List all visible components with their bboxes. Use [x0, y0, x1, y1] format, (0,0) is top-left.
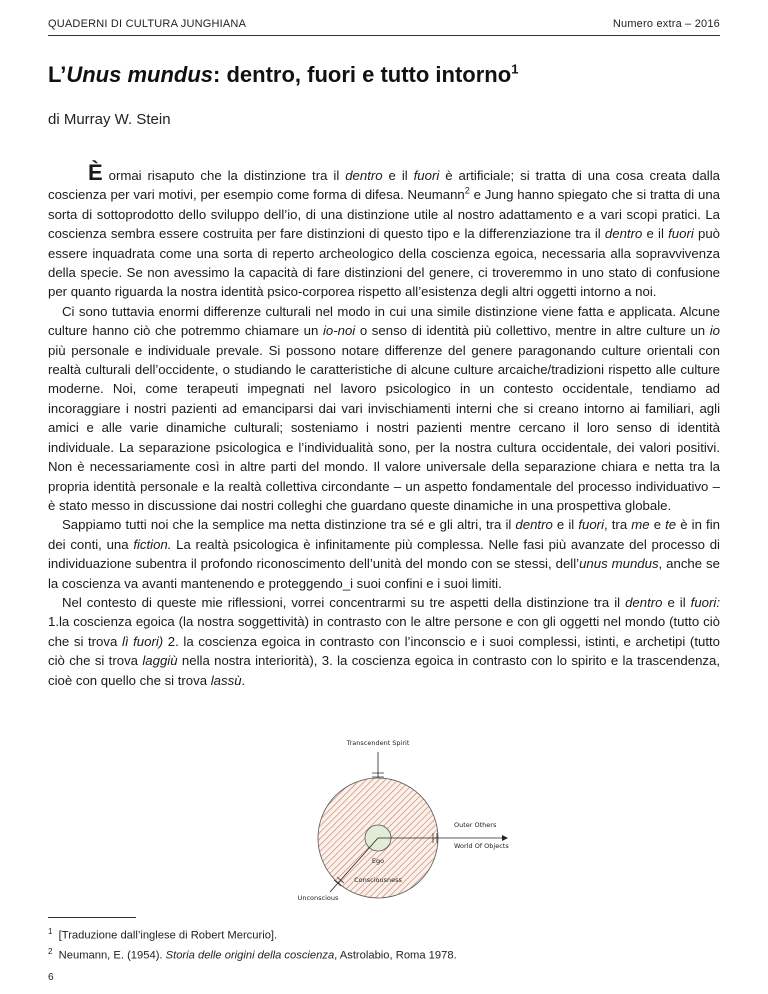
label-world-of-objects: World Of Objects	[454, 842, 509, 850]
text-run: o senso di identità più collettivo, mentre in altre culture un	[355, 323, 710, 339]
italic-run: fiction.	[133, 536, 172, 552]
text-run: e il	[642, 226, 669, 242]
label-ego: Ego	[371, 857, 385, 865]
italic-run: fuori	[578, 517, 604, 533]
italic-run: dentro	[604, 226, 643, 242]
footnote-number: 1	[48, 927, 53, 936]
footnote-text: , Astrolabio, Roma 1978.	[334, 949, 457, 962]
label-transcendent-spirit: Transcendent Spirit	[346, 739, 410, 747]
italic-run: fuori	[668, 226, 694, 242]
title-rest: : dentro, fuori e tutto intorno	[213, 62, 512, 87]
title-prefix: L’	[48, 62, 67, 87]
italic-run: dentro	[345, 168, 383, 183]
text-run: 2. la coscienza egoica in contrasto con l’inconscio e i suoi complessi, istinti, e archetipi (tutto ciò che si trova	[48, 633, 720, 669]
label-outer-others: Outer Others	[454, 821, 497, 829]
author-line: di Murray W. Stein	[48, 111, 171, 128]
text-run: ormai risaputo che la distinzione tra il	[102, 168, 346, 183]
text-run: è in fin dei conti, una	[48, 517, 720, 552]
italic-run: fuori:	[690, 594, 720, 610]
journal-name: QUADERNI DI CULTURA JUNGHIANA	[48, 18, 247, 30]
text-run: e il	[382, 168, 414, 183]
drop-cap: È	[88, 160, 103, 185]
footnote-2	[48, 944, 720, 964]
footnote-number: 2	[48, 946, 53, 956]
footnote-ref: 2	[464, 186, 470, 197]
footnotes	[48, 917, 720, 963]
italic-run: unus mundus	[579, 556, 659, 572]
arrowhead-icon	[502, 835, 508, 841]
text-run: è artificiale; si tratta di una cosa creata dalla coscienza per vari motivi, per esempio come forma di difesa. Neumann	[48, 168, 720, 203]
text-run: nella nostra interiorità), 3. la coscienza egoica in contrasto con lo spirito e la trascendenza, cioè con quello che si trova	[48, 653, 720, 688]
italic-run: fuori	[413, 168, 440, 183]
text-run: Sappiamo tutti noi che la semplice ma netta distinzione tra sé e gli altri, tra il	[62, 517, 516, 533]
footnote-rule	[48, 917, 136, 918]
italic-run: lassù	[210, 672, 242, 688]
italic-run: laggiù	[142, 653, 178, 669]
page-number: 6	[48, 972, 54, 983]
title-italic: Unus mundus	[66, 62, 214, 87]
text-run: e il	[552, 517, 579, 533]
label-consciousness: Consciousness	[354, 876, 402, 884]
italic-run: te	[665, 517, 677, 533]
footnote-italic: Storia delle origini della coscienza	[165, 949, 335, 962]
italic-run: io	[709, 323, 720, 339]
footnote-text: Neumann, E. (1954).	[58, 949, 166, 962]
text-run: , anche se la coscienza va avanti mantenendo e proteggendo_i suoi confini e i suoi limiti.	[48, 556, 720, 591]
text-run: La realtà psicologica è infinitamente più complessa. Nelle fasi più avanzate del processo di individuazione subentra il profondo riconoscimento dell’unità del mondo con se stessi, dell’	[48, 536, 720, 572]
issue-label: Numero extra – 2016	[612, 18, 720, 30]
italic-run: lì fuori)	[121, 633, 164, 649]
text-run: Nel contesto di queste mie riflessioni, vorrei concentrarmi su tre aspetti della distinzione tra il	[62, 594, 626, 610]
footnote-text: [Traduzione dall’inglese di Robert Mercurio].	[58, 929, 278, 942]
text-run: e	[649, 517, 666, 533]
title-footnote-mark: 1	[511, 61, 519, 77]
text-run: e il	[662, 594, 691, 610]
text-run: Ci sono tuttavia enormi differenze culturali nel modo in cui una simile distinzione viene fatta e applicata. Alcune culture hanno ciò che potremmo chiamare un	[48, 303, 720, 339]
italic-run: io-noi	[322, 323, 356, 339]
italic-run: dentro	[515, 517, 553, 533]
italic-run: me	[631, 517, 650, 533]
text-run: , tra	[604, 517, 632, 533]
text-run: .	[241, 672, 246, 688]
label-unconscious: Unconscious	[297, 894, 339, 902]
text-run: e Jung hanno spiegato che si tratta di una sorta di sottoprodotto dello sviluppo dell’io, di una distinzione utile al nostro adattamento e a vari scopi pratici. La coscienza sembra essere costruita per fare distinzioni di questo tipo e la differenziazione tra il	[48, 187, 721, 242]
text-run: può essere inquadrata come una sorta di reperto archeologico della coscienza egoica, necessaria alla sopravvivenza della specie. Se non avessimo la capacità di fare distinzioni del genere, ci troveremmo in uno stato di confusione per quanto riguarda la nostra identità psico-corporea rispetto all’esistenza degli altri oggetti intorno a noi.	[48, 226, 720, 300]
italic-run: dentro	[625, 594, 663, 610]
text-run: 1.la coscienza egoica (la nostra soggettività) in contrasto con le altre persone e con gli oggetti nel mondo (tutto ciò che si trova	[48, 614, 720, 649]
text-run: più personale e individuale prevale. Si possono notare differenze del genere paragonando culture orientali con realtà culturali dell’occidente, o studiando le caratteristiche di alcune culture arcaiche/tradizioni rispetto alle culture moderne. Noi, come terapeuti impegnati nel lavoro psicologico in un contesto occidentale, tendiamo ad incoraggiare i nostri pazienti ad emanciparsi dai vari invischiamenti interni che si creano intorno ai familiari, agli amici e alle varie dinamiche culturali; sosteniamo i nostri pazienti mentre cercano il loro senso di identità individuale. La separazione psicologica e l’individualità sono, per la nostra cultura occidentale, dei valori positivi. Non è necessariamente così in altre parti del mondo. Il valore universale della separazione chiara e netta tra la propria identità personale e la realtà collettiva circondante – un aspetto fondamentale del processo individuativo – è stato messo in discussione dai nostri colleghi che guardano queste dinamiche in una prospettiva globale.	[48, 342, 720, 513]
footnote-1	[48, 924, 720, 944]
